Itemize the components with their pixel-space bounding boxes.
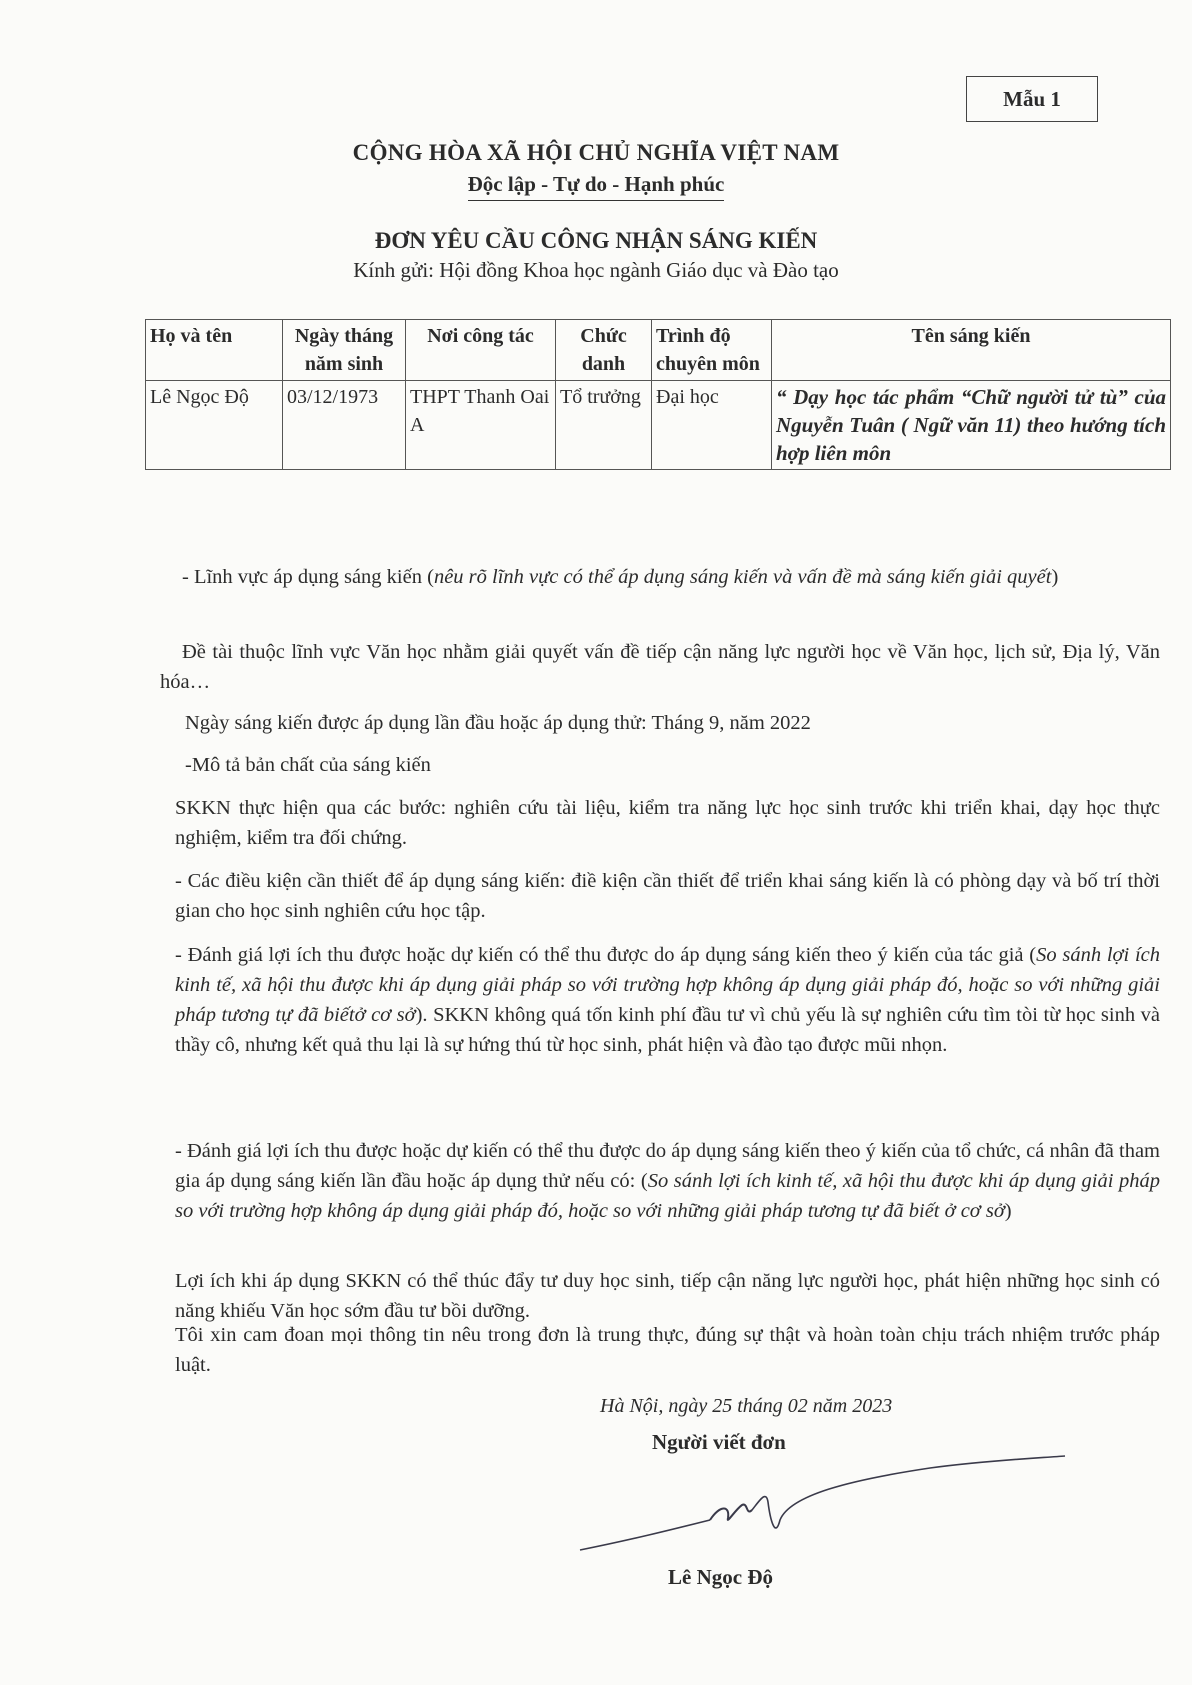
cell-workplace: THPT Thanh Oai A bbox=[406, 381, 556, 470]
national-motto: Độc lập - Tự do - Hạnh phúc bbox=[468, 172, 725, 201]
signer-name: Lê Ngọc Độ bbox=[668, 1565, 773, 1589]
cell-name: Lê Ngọc Độ bbox=[146, 381, 283, 470]
form-code-box: Mẫu 1 bbox=[966, 76, 1098, 122]
benefit-author-lead: - Đánh giá lợi ích thu được hoặc dự kiến có thể thu được do áp dụng sáng kiến theo ý kiến của tác giả ( bbox=[175, 944, 1037, 966]
field-close: ) bbox=[1051, 566, 1059, 588]
header-initiative: Tên sáng kiến bbox=[772, 320, 1171, 381]
benefit-text: Lợi ích khi áp dụng SKKN có thể thúc đẩy tư duy học sinh, tiếp cận năng lực người học, phát hiện những học sinh có năng khiếu Văn học sớm đầu tư bồi dưỡng. bbox=[175, 1270, 1160, 1322]
benefit-author-text: ). SKKN không quá tốn kinh phí đầu tư vì chủ yếu là sự nghiên cứu tìm tòi từ học sinh và thầy cô, nhưng kết quả thu lại là sự hứng thú từ học sinh, phát hiện và đào tạo được mũi nhọn. bbox=[175, 1004, 1160, 1056]
benefit-org-section bbox=[175, 1136, 1160, 1226]
handwritten-signature bbox=[570, 1450, 1070, 1570]
essence-text: SKKN thực hiện qua các bước: nghiên cứu tài liệu, kiểm tra năng lực học sinh trước khi triển khai, dạy học thực nghiệm, kiểm tra đối chứng. bbox=[175, 797, 1160, 849]
field-text: Đề tài thuộc lĩnh vực Văn học nhằm giải quyết vấn đề tiếp cận năng lực người học về Văn học, lịch sử, Địa lý, Văn hóa… bbox=[160, 641, 1160, 693]
cell-dob: 03/12/1973 bbox=[283, 381, 406, 470]
date-place: Hà Nội, ngày 25 tháng 02 năm 2023 bbox=[600, 1395, 893, 1417]
field-section bbox=[160, 562, 1160, 592]
commitment-text: Tôi xin cam đoan mọi thông tin nêu trong đơn là trung thực, đúng sự thật và hoàn toàn chịu trách nhiệm trước pháp luật. bbox=[175, 1324, 1160, 1376]
table-header-row bbox=[146, 320, 1171, 381]
conditions-section bbox=[175, 866, 1160, 926]
benefit-author-section bbox=[175, 940, 1160, 1060]
field-note: nêu rõ lĩnh vực có thể áp dụng sáng kiến và vấn đề mà sáng kiến giải quyết bbox=[433, 566, 1052, 588]
field-paragraph bbox=[160, 562, 1160, 592]
document-title: ĐƠN YÊU CẦU CÔNG NHẬN SÁNG KIẾN bbox=[374, 228, 818, 253]
signer-title: Người viết đơn bbox=[652, 1430, 786, 1454]
header-qualification: Trình độ chuyên môn bbox=[652, 320, 772, 381]
conditions-text: - Các điều kiện cần thiết để áp dụng sáng kiến: điề kiện cần thiết để triển khai sáng kiến là có phòng dạy và bố trí thời gian cho học sinh nghiên cứu học tập. bbox=[175, 870, 1160, 922]
table-row bbox=[146, 381, 1171, 470]
national-title: CỘNG HÒA XÃ HỘI CHỦ NGHĨA VIỆT NAM bbox=[352, 140, 840, 165]
benefit-org-lead: - Đánh giá lợi ích thu được hoặc dự kiến có thể thu được do áp dụng sáng kiến theo ý kiến của tổ chức, cá nhân đã tham gia áp dụng sáng kiến lần đầu hoặc áp dụng thử nếu có: ( bbox=[175, 1140, 1160, 1192]
addressee: Kính gửi: Hội đồng Khoa học ngành Giáo dục và Đào tạo bbox=[353, 258, 839, 282]
date-applied: Ngày sáng kiến được áp dụng lần đầu hoặc áp dụng thử: Tháng 9, năm 2022 bbox=[185, 712, 811, 734]
header-name: Họ và tên bbox=[146, 320, 283, 381]
benefit-author-paragraph bbox=[175, 940, 1160, 1060]
cell-initiative: “ Dạy học tác phẩm “Chữ người tử tù” của Nguyễn Tuân ( Ngữ văn 11) theo hướng tích hợp liên môn bbox=[772, 381, 1171, 470]
motto-wrap bbox=[0, 172, 1192, 201]
info-table bbox=[145, 319, 1171, 470]
field-text-section bbox=[160, 637, 1160, 697]
benefit-org-note: So sánh lợi ích kinh tế, xã hội thu được khi áp dụng giải pháp so với trường hợp không áp dụng giải pháp đó, hoặc so với những giải pháp tương tự đã biết ở cơ sở bbox=[175, 1170, 1161, 1222]
header-position: Chức danh bbox=[556, 320, 652, 381]
benefit-org-paragraph bbox=[175, 1136, 1160, 1226]
cell-position: Tổ trưởng bbox=[556, 381, 652, 470]
benefit-org-close: ) bbox=[1004, 1200, 1012, 1222]
cell-qualification: Đại học bbox=[652, 381, 772, 470]
essence-section bbox=[175, 793, 1160, 853]
header-dob: Ngày tháng năm sinh bbox=[283, 320, 406, 381]
field-label: - Lĩnh vực áp dụng sáng kiến ( bbox=[182, 566, 434, 588]
benefit-section bbox=[175, 1266, 1160, 1326]
essence-label: -Mô tả bản chất của sáng kiến bbox=[185, 754, 431, 776]
header-workplace: Nơi công tác bbox=[406, 320, 556, 381]
benefit-author-note: So sánh lợi ích kinh tế, xã hội thu được khi áp dụng giải pháp so với trường hợp không áp dụng giải pháp đó, hoặc so với những giải pháp tương tự đã biếtở cơ sở bbox=[175, 944, 1160, 1026]
commitment-section bbox=[175, 1320, 1160, 1380]
